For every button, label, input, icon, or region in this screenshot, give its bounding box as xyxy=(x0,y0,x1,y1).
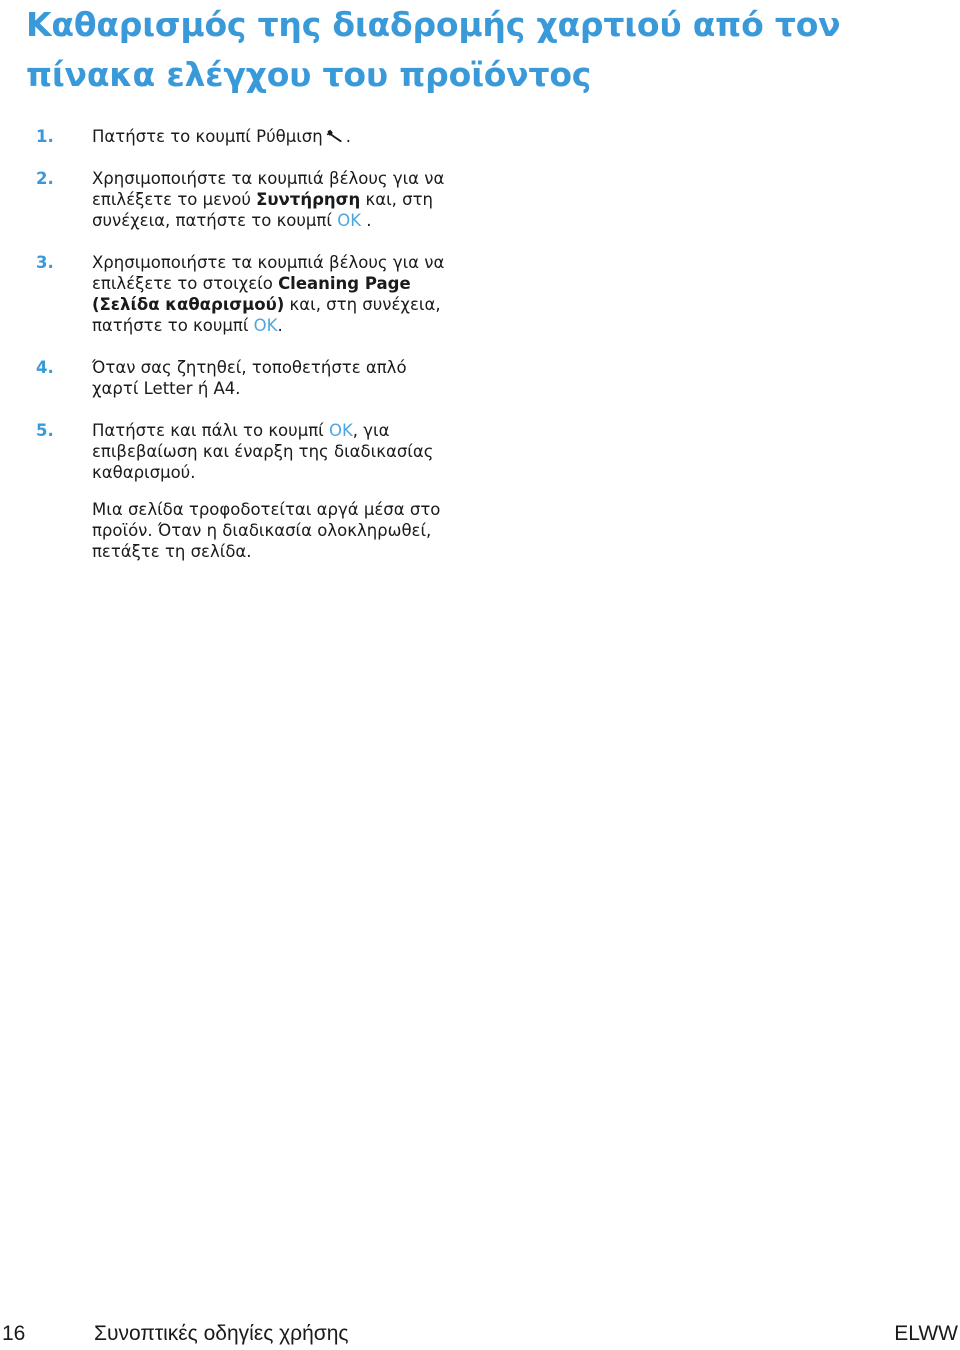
step-number: 1. xyxy=(36,127,54,146)
step-4 xyxy=(36,357,456,399)
footer-title: Συνοπτικές οδηγίες χρήσης xyxy=(94,1322,349,1345)
step-number: 5. xyxy=(36,421,54,440)
step-1 xyxy=(36,126,456,147)
step-number: 2. xyxy=(36,169,54,188)
ok-button-label: OK xyxy=(253,316,278,335)
page-footer xyxy=(0,1318,960,1350)
ok-button-label: OK xyxy=(337,211,362,230)
page-title: Καθαρισμός της διαδρομής χαρτιού από τον πίνακα ελέγχου του προϊόντος xyxy=(26,5,841,94)
step-number: 3. xyxy=(36,253,54,272)
menu-item-name: Cleaning Page (Σελίδα καθαρισμού) xyxy=(92,274,411,314)
step-text: Πατήστε το κουμπί Ρύθμιση . xyxy=(92,127,351,146)
step-text: Χρησιμοποιήστε τα κουμπιά βέλους για να επιλέξετε το μενού Συντήρηση και, στη συνέχεια, πατήστε το κουμπί OK . xyxy=(92,169,445,230)
menu-name: Συντήρηση xyxy=(256,190,361,209)
footer-code: ELWW xyxy=(894,1322,958,1345)
step-text: Χρησιμοποιήστε τα κουμπιά βέλους για να επιλέξετε το στοιχείο Cleaning Page (Σελίδα καθαρισμού) και, στη συνέχεια, πατήστε το κουμπί OK. xyxy=(92,253,445,335)
steps-list xyxy=(36,126,456,583)
step-note: Μια σελίδα τροφοδοτείται αργά μέσα στο προϊόν. Όταν η διαδικασία ολοκληρωθεί, πετάξτε τη σελίδα. xyxy=(92,500,441,561)
step-text: Όταν σας ζητηθεί, τοποθετήστε απλό χαρτί Letter ή A4. xyxy=(92,358,407,398)
step-number: 4. xyxy=(36,358,54,377)
wrench-icon xyxy=(326,129,346,143)
step-2 xyxy=(36,168,456,231)
step-5 xyxy=(36,420,456,562)
ok-button-label: OK xyxy=(328,421,353,440)
step-3 xyxy=(36,252,456,336)
page-number: 16 xyxy=(2,1322,26,1345)
step-text: Πατήστε και πάλι το κουμπί OK, για επιβεβαίωση και έναρξη της διαδικασίας καθαρισμού. xyxy=(92,421,434,482)
